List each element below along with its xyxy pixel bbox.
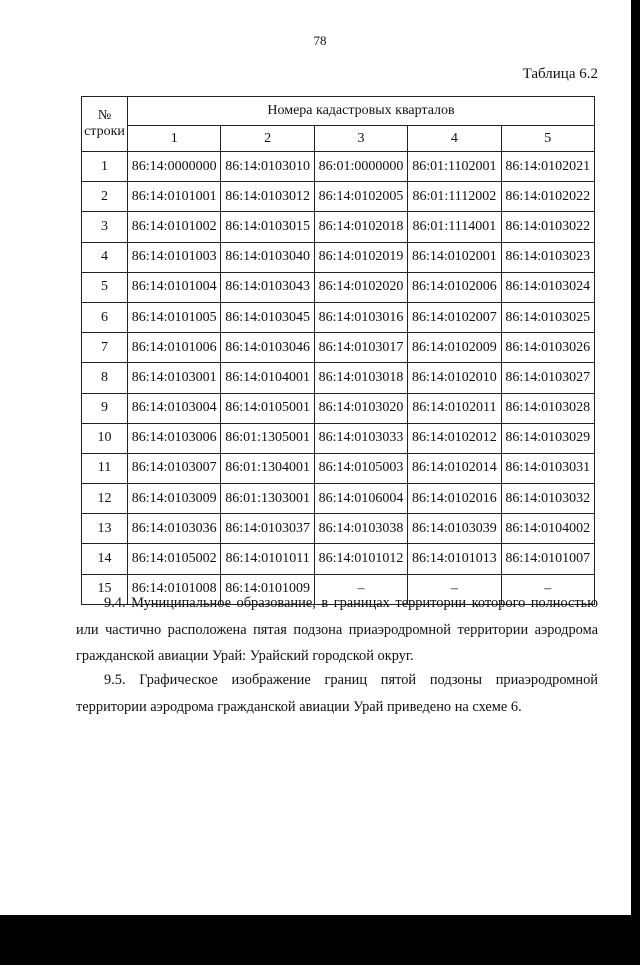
row-number-cell: 8 <box>82 363 128 393</box>
cadastral-number-cell: 86:14:0103026 <box>501 333 594 363</box>
cadastral-number-cell: 86:14:0103020 <box>314 393 407 423</box>
table-row <box>82 242 595 272</box>
cadastral-number-cell: 86:14:0103045 <box>221 302 314 332</box>
cadastral-number-cell: 86:14:0103043 <box>221 272 314 302</box>
column-header: 4 <box>408 126 501 152</box>
cadastral-number-cell: 86:14:0101002 <box>128 212 221 242</box>
cadastral-number-cell: 86:14:0101012 <box>314 544 407 574</box>
cadastral-number-cell: 86:14:0102018 <box>314 212 407 242</box>
cadastral-number-cell: 86:14:0101005 <box>128 302 221 332</box>
cadastral-number-cell: 86:14:0103012 <box>221 182 314 212</box>
cadastral-number-cell: 86:14:0103001 <box>128 363 221 393</box>
paragraph-9-5-text: 9.5. Графическое изображение границ пятой подзоны приаэродромной территории аэродрома гражданской авиации Урай приведено на схеме 6. <box>76 672 598 715</box>
cadastral-number-cell: 86:14:0101009 <box>221 574 314 604</box>
cadastral-number-cell: 86:14:0103017 <box>314 333 407 363</box>
cadastral-number-cell: 86:14:0102001 <box>408 242 501 272</box>
row-number-cell: 14 <box>82 544 128 574</box>
cadastral-number-cell: – <box>408 574 501 604</box>
cadastral-number-cell: – <box>501 574 594 604</box>
cadastral-number-cell: – <box>314 574 407 604</box>
cadastral-number-cell: 86:14:0103015 <box>221 212 314 242</box>
row-number-cell: 15 <box>82 574 128 604</box>
cadastral-number-cell: 86:14:0106004 <box>314 484 407 514</box>
cadastral-number-cell: 86:01:1112002 <box>408 182 501 212</box>
cadastral-number-cell: 86:14:0101004 <box>128 272 221 302</box>
cadastral-number-cell: 86:14:0102005 <box>314 182 407 212</box>
cadastral-number-cell: 86:14:0101013 <box>408 544 501 574</box>
table-row <box>82 302 595 332</box>
row-number-cell: 12 <box>82 484 128 514</box>
cadastral-number-cell: 86:14:0103018 <box>314 363 407 393</box>
row-number-cell: 2 <box>82 182 128 212</box>
table-row <box>82 423 595 453</box>
cadastral-number-cell: 86:14:0105003 <box>314 453 407 483</box>
cadastral-number-cell: 86:14:0103036 <box>128 514 221 544</box>
cadastral-number-cell: 86:14:0103022 <box>501 212 594 242</box>
cadastral-number-cell: 86:14:0102021 <box>501 152 594 182</box>
cadastral-number-cell: 86:14:0103046 <box>221 333 314 363</box>
row-number-cell: 13 <box>82 514 128 544</box>
table-row <box>82 363 595 393</box>
cadastral-number-cell: 86:14:0102006 <box>408 272 501 302</box>
column-header: 3 <box>314 126 407 152</box>
cadastral-number-cell: 86:14:0103016 <box>314 302 407 332</box>
row-number-cell: 3 <box>82 212 128 242</box>
paragraph-9-4 <box>76 590 598 670</box>
cadastral-number-cell: 86:14:0102020 <box>314 272 407 302</box>
cadastral-number-cell: 86:14:0103006 <box>128 423 221 453</box>
cadastral-number-cell: 86:14:0102019 <box>314 242 407 272</box>
cadastral-number-cell: 86:14:0104002 <box>501 514 594 544</box>
cadastral-number-cell: 86:14:0104001 <box>221 363 314 393</box>
row-number-cell: 9 <box>82 393 128 423</box>
cadastral-number-cell: 86:01:1102001 <box>408 152 501 182</box>
cadastral-number-cell: 86:01:1303001 <box>221 484 314 514</box>
cadastral-number-cell: 86:14:0103028 <box>501 393 594 423</box>
cadastral-number-cell: 86:14:0101008 <box>128 574 221 604</box>
row-number-cell: 6 <box>82 302 128 332</box>
cadastral-number-cell: 86:14:0102011 <box>408 393 501 423</box>
cadastral-number-cell: 86:14:0102014 <box>408 453 501 483</box>
row-number-cell: 5 <box>82 272 128 302</box>
table-row <box>82 152 595 182</box>
table-caption: Таблица 6.2 <box>522 66 598 82</box>
cadastral-number-cell: 86:14:0102010 <box>408 363 501 393</box>
scan-edge-right <box>631 0 640 965</box>
table-row <box>82 182 595 212</box>
row-number-header-line2: строки <box>84 124 125 139</box>
scan-edge-bottom <box>0 915 640 965</box>
row-number-cell: 11 <box>82 453 128 483</box>
paragraph-9-4-text: 9.4. Муниципальное образование, в границах территории которого полностью или частично расположена пятая подзона приаэродромной территории аэродрома гражданской авиации Урай: Урайский городской округ. <box>76 595 598 664</box>
column-header: 2 <box>221 126 314 152</box>
cadastral-number-cell: 86:01:1304001 <box>221 453 314 483</box>
page-number: 78 <box>313 33 327 48</box>
table-row <box>82 484 595 514</box>
table-row <box>82 514 595 544</box>
paragraph-9-5 <box>76 667 598 720</box>
cadastral-number-cell: 86:14:0103024 <box>501 272 594 302</box>
cadastral-table <box>81 96 595 605</box>
cadastral-number-cell: 86:14:0103027 <box>501 363 594 393</box>
table-row <box>82 333 595 363</box>
cadastral-number-cell: 86:14:0102009 <box>408 333 501 363</box>
table-row <box>82 272 595 302</box>
cadastral-number-cell: 86:14:0103038 <box>314 514 407 544</box>
table-row <box>82 453 595 483</box>
cadastral-number-cell: 86:14:0102012 <box>408 423 501 453</box>
cadastral-number-cell: 86:14:0102016 <box>408 484 501 514</box>
cadastral-number-cell: 86:01:0000000 <box>314 152 407 182</box>
row-number-cell: 7 <box>82 333 128 363</box>
row-number-cell: 10 <box>82 423 128 453</box>
cadastral-number-cell: 86:14:0102007 <box>408 302 501 332</box>
cadastral-number-cell: 86:14:0000000 <box>128 152 221 182</box>
cadastral-number-cell: 86:01:1114001 <box>408 212 501 242</box>
row-number-cell: 1 <box>82 152 128 182</box>
column-header: 5 <box>501 126 594 152</box>
group-header: Номера кадастровых кварталов <box>128 97 595 126</box>
cadastral-number-cell: 86:14:0103010 <box>221 152 314 182</box>
cadastral-number-cell: 86:14:0103025 <box>501 302 594 332</box>
row-number-cell: 4 <box>82 242 128 272</box>
row-number-header <box>82 97 128 152</box>
cadastral-number-cell: 86:14:0101011 <box>221 544 314 574</box>
column-header: 1 <box>128 126 221 152</box>
cadastral-number-cell: 86:14:0105001 <box>221 393 314 423</box>
cadastral-number-cell: 86:14:0101001 <box>128 182 221 212</box>
cadastral-number-cell: 86:14:0101003 <box>128 242 221 272</box>
table-row <box>82 212 595 242</box>
table-row <box>82 544 595 574</box>
cadastral-number-cell: 86:14:0101007 <box>501 544 594 574</box>
cadastral-number-cell: 86:14:0103023 <box>501 242 594 272</box>
cadastral-number-cell: 86:14:0103039 <box>408 514 501 544</box>
table-row <box>82 393 595 423</box>
cadastral-number-cell: 86:14:0103007 <box>128 453 221 483</box>
cadastral-number-cell: 86:14:0101006 <box>128 333 221 363</box>
cadastral-number-cell: 86:01:1305001 <box>221 423 314 453</box>
cadastral-number-cell: 86:14:0103032 <box>501 484 594 514</box>
cadastral-number-cell: 86:14:0103031 <box>501 453 594 483</box>
cadastral-number-cell: 86:14:0103029 <box>501 423 594 453</box>
row-number-header-line1: № <box>97 108 112 123</box>
cadastral-number-cell: 86:14:0103004 <box>128 393 221 423</box>
cadastral-number-cell: 86:14:0103040 <box>221 242 314 272</box>
cadastral-number-cell: 86:14:0105002 <box>128 544 221 574</box>
cadastral-number-cell: 86:14:0102022 <box>501 182 594 212</box>
cadastral-number-cell: 86:14:0103037 <box>221 514 314 544</box>
cadastral-number-cell: 86:14:0103033 <box>314 423 407 453</box>
cadastral-number-cell: 86:14:0103009 <box>128 484 221 514</box>
